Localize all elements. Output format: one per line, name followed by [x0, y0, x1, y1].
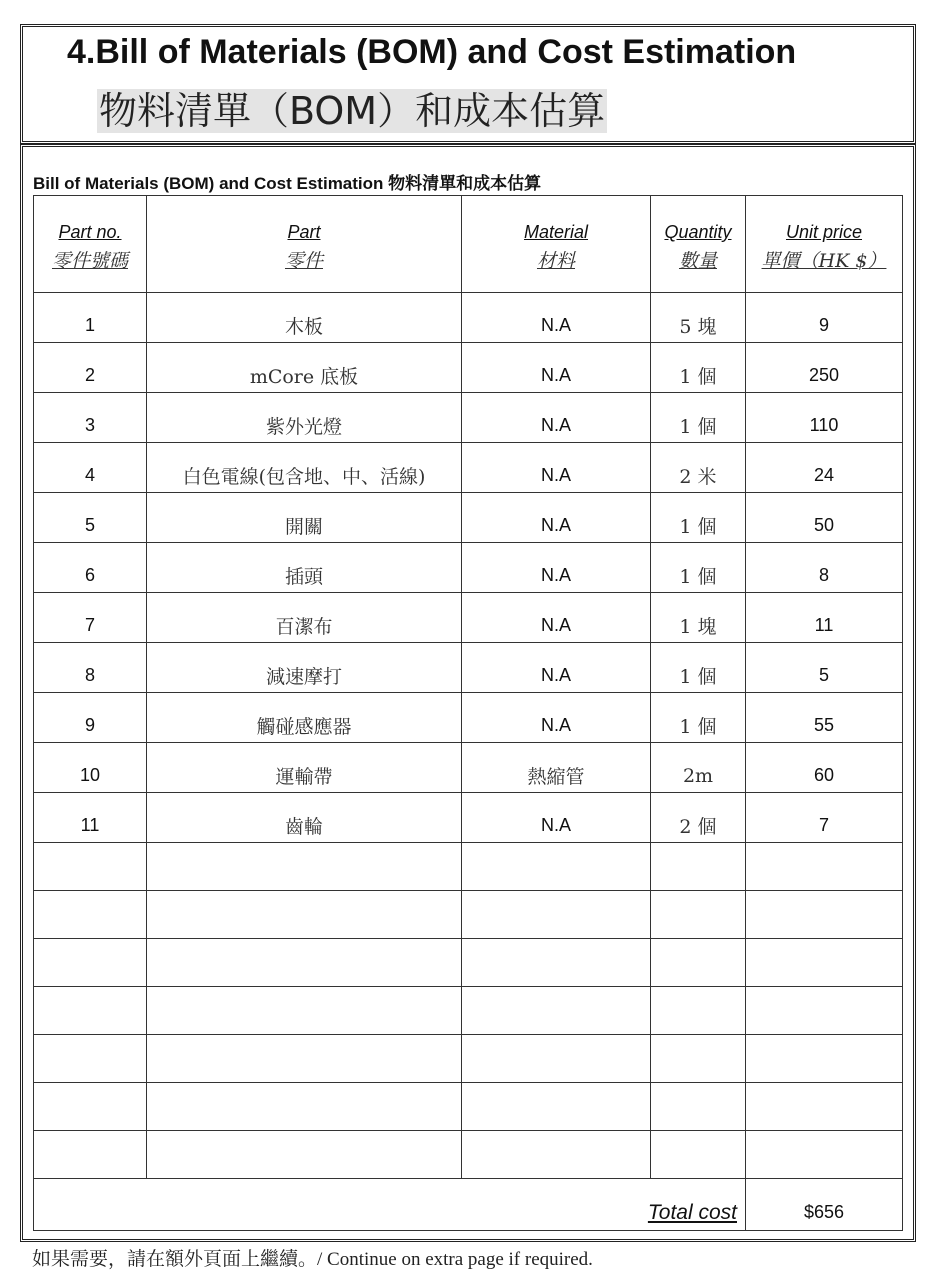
cell-part-no: 11 — [34, 793, 147, 843]
col-part: Part 零件 — [147, 196, 462, 293]
cell-quantity: 5 塊 — [651, 293, 746, 343]
cell-part-no: 6 — [34, 543, 147, 593]
cell-part: 齒輪 — [147, 793, 462, 843]
table-row — [34, 793, 903, 843]
empty-row — [34, 891, 903, 939]
cell-material: N.A — [462, 793, 651, 843]
table-row — [34, 593, 903, 643]
cell-material: N.A — [462, 693, 651, 743]
cell-part-no: 10 — [34, 743, 147, 793]
total-row — [34, 1179, 903, 1231]
cell-part: 百潔布 — [147, 593, 462, 643]
cell-unit-price: 55 — [746, 693, 903, 743]
cell-part-no: 5 — [34, 493, 147, 543]
col-unit-price: Unit price 單價（HK $） — [746, 196, 903, 293]
empty-row — [34, 1131, 903, 1179]
cell-material: N.A — [462, 393, 651, 443]
cell-part: 白色電線(包含地、中、活線) — [147, 443, 462, 493]
cell-unit-price: 5 — [746, 643, 903, 693]
cell-quantity: 2 米 — [651, 443, 746, 493]
cell-quantity: 1 個 — [651, 693, 746, 743]
cell-material: N.A — [462, 643, 651, 693]
col-part-no: Part no. 零件號碼 — [34, 196, 147, 293]
cell-part: 木板 — [147, 293, 462, 343]
cell-material: N.A — [462, 343, 651, 393]
cell-quantity: 2m — [651, 743, 746, 793]
cell-part-no: 3 — [34, 393, 147, 443]
total-cost-value: $656 — [746, 1179, 903, 1231]
table-row — [34, 693, 903, 743]
table-row — [34, 643, 903, 693]
cell-material: N.A — [462, 493, 651, 543]
table-row — [34, 493, 903, 543]
table-row — [34, 293, 903, 343]
empty-row — [34, 1035, 903, 1083]
empty-row — [34, 939, 903, 987]
cell-part: mCore 底板 — [147, 343, 462, 393]
continue-note: 如果需要，請在額外頁面上繼續。/ Continue on extra page if required. — [32, 1249, 593, 1270]
cell-quantity: 1 個 — [651, 543, 746, 593]
bom-frame — [20, 144, 916, 1242]
table-row — [34, 393, 903, 443]
cell-material: N.A — [462, 293, 651, 343]
cell-part: 開關 — [147, 493, 462, 543]
cell-unit-price: 8 — [746, 543, 903, 593]
cell-part: 運輸帶 — [147, 743, 462, 793]
cell-unit-price: 11 — [746, 593, 903, 643]
section-title: 4.Bill of Materials (BOM) and Cost Estimation — [67, 33, 797, 71]
cell-quantity: 1 個 — [651, 493, 746, 543]
col-material: Material 材料 — [462, 196, 651, 293]
cell-quantity: 1 個 — [651, 393, 746, 443]
table-row — [34, 543, 903, 593]
bom-table — [33, 195, 903, 1231]
cell-part-no: 4 — [34, 443, 147, 493]
cell-part: 觸碰感應器 — [147, 693, 462, 743]
empty-row — [34, 1083, 903, 1131]
cell-material: 熱縮管 — [462, 743, 651, 793]
cell-part: 紫外光燈 — [147, 393, 462, 443]
cell-unit-price: 250 — [746, 343, 903, 393]
section-subtitle: 物料清單（BOM）和成本估算 — [99, 89, 606, 133]
cell-unit-price: 9 — [746, 293, 903, 343]
cell-unit-price: 24 — [746, 443, 903, 493]
cell-part-no: 7 — [34, 593, 147, 643]
cell-unit-price: 110 — [746, 393, 903, 443]
cell-quantity: 1 個 — [651, 643, 746, 693]
col-quantity: Quantity 數量 — [651, 196, 746, 293]
cell-part-no: 9 — [34, 693, 147, 743]
cell-part: 插頭 — [147, 543, 462, 593]
table-row — [34, 343, 903, 393]
cell-material: N.A — [462, 443, 651, 493]
cell-part-no: 2 — [34, 343, 147, 393]
cell-part: 減速摩打 — [147, 643, 462, 693]
table-header-row — [34, 196, 903, 293]
cell-unit-price: 7 — [746, 793, 903, 843]
cell-part-no: 1 — [34, 293, 147, 343]
cell-quantity: 2 個 — [651, 793, 746, 843]
cell-part-no: 8 — [34, 643, 147, 693]
cell-material: N.A — [462, 593, 651, 643]
cell-quantity: 1 個 — [651, 343, 746, 393]
table-title: Bill of Materials (BOM) and Cost Estimation 物料清單和成本估算 — [33, 174, 542, 193]
empty-row — [34, 987, 903, 1035]
empty-row — [34, 843, 903, 891]
total-cost-label: Total cost — [34, 1179, 746, 1231]
cell-unit-price: 50 — [746, 493, 903, 543]
cell-unit-price: 60 — [746, 743, 903, 793]
header-box — [20, 24, 916, 144]
table-row — [34, 743, 903, 793]
table-row — [34, 443, 903, 493]
cell-quantity: 1 塊 — [651, 593, 746, 643]
cell-material: N.A — [462, 543, 651, 593]
